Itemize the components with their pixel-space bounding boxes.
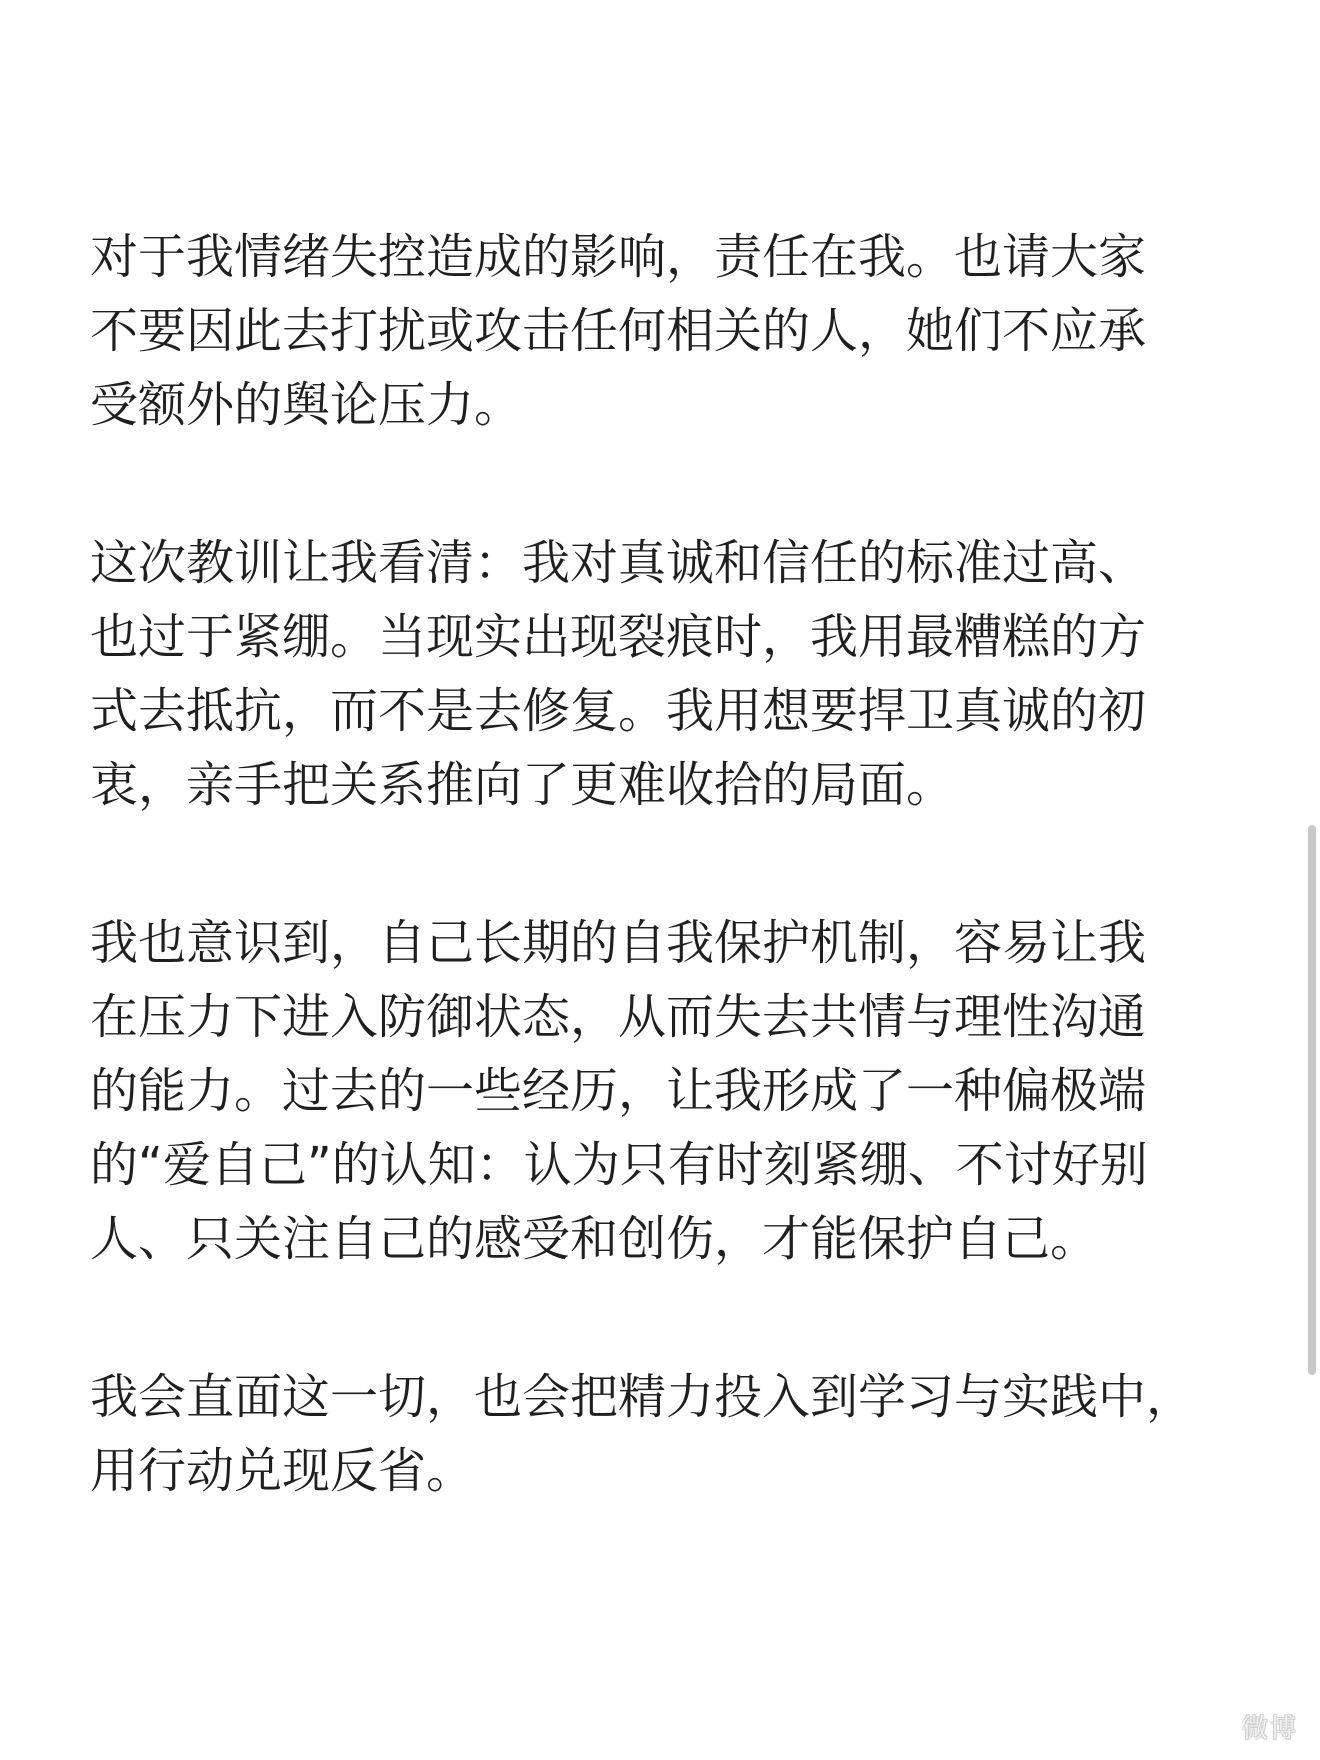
paragraph-2-line-4: 衷，亲手把关系推向了更难收拾的局面。 bbox=[90, 757, 955, 813]
weibo-watermark: 微博 bbox=[1241, 1714, 1298, 1744]
paragraph-2-line-3: 式去抵抗，而不是去修复。我用想要捍卫真诚的初 bbox=[90, 683, 1147, 739]
article-body bbox=[90, 220, 1250, 1508]
paragraph-1-line-3: 受额外的舆论压力。 bbox=[90, 377, 523, 433]
paragraph-spacer bbox=[90, 442, 1250, 526]
paragraph-3-line-5: 人、只关注自己的感受和创伤，才能保护自己。 bbox=[90, 1211, 1099, 1267]
paragraph-2 bbox=[90, 526, 1250, 822]
vertical-scrollbar[interactable] bbox=[1298, 0, 1320, 1760]
paragraph-3-line-4: 的“爱自己”的认知：认为只有时刻紧绷、不讨好别 bbox=[90, 1137, 1148, 1193]
paragraph-1-line-1: 对于我情绪失控造成的影响，责任在我。也请大家 bbox=[90, 229, 1147, 285]
paragraph-4 bbox=[90, 1360, 1250, 1508]
paragraph-spacer bbox=[90, 822, 1250, 906]
paragraph-1 bbox=[90, 220, 1250, 442]
paragraph-2-line-1: 这次教训让我看清：我对真诚和信任的标准过高、 bbox=[90, 535, 1147, 591]
paragraph-4-line-2: 用行动兑现反省。 bbox=[90, 1443, 475, 1499]
paragraph-3-line-1: 我也意识到，自己长期的自我保护机制，容易让我 bbox=[90, 915, 1147, 971]
paragraph-3-line-3: 的能力。过去的一些经历，让我形成了一种偏极端 bbox=[90, 1063, 1147, 1119]
paragraph-3 bbox=[90, 906, 1250, 1276]
paragraph-1-line-2: 不要因此去打扰或攻击任何相关的人，她们不应承 bbox=[90, 303, 1147, 359]
paragraph-4-line-1: 我会直面这一切，也会把精力投入到学习与实践中， bbox=[90, 1369, 1195, 1425]
paragraph-3-line-2: 在压力下进入防御状态，从而失去共情与理性沟通 bbox=[90, 989, 1147, 1045]
scrollbar-thumb[interactable] bbox=[1308, 825, 1316, 1375]
paragraph-spacer bbox=[90, 1276, 1250, 1360]
paragraph-2-line-2: 也过于紧绷。当现实出现裂痕时，我用最糟糕的方 bbox=[90, 609, 1147, 665]
